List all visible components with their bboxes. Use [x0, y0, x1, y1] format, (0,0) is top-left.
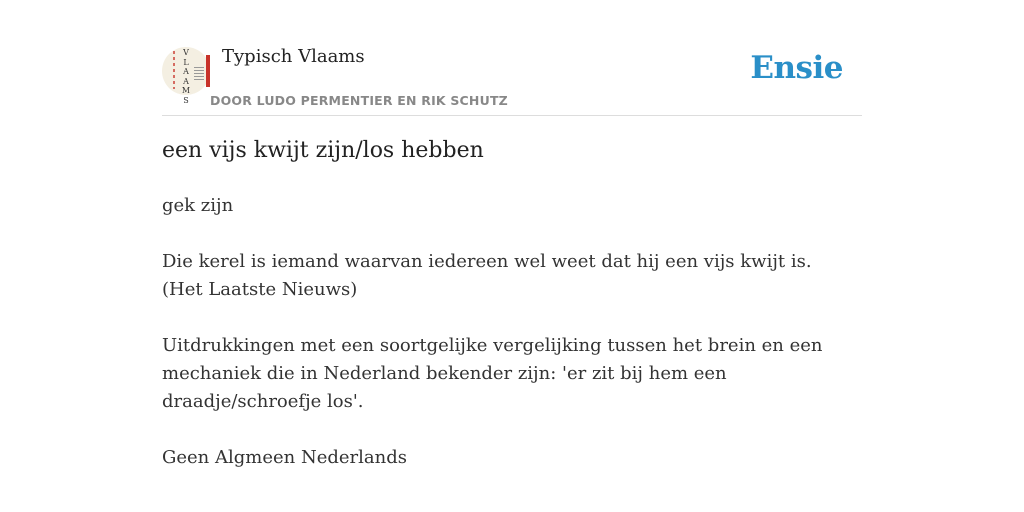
entry-example-source: (Het Laatste Nieuws)	[162, 279, 358, 300]
page-container	[162, 0, 862, 468]
logo-decoration	[206, 55, 210, 87]
brand-logo-link[interactable]: Ensie	[750, 50, 843, 86]
source-title[interactable]: Typisch Vlaams	[222, 46, 365, 67]
logo-lettering: V L A A M S	[181, 48, 191, 105]
entry-definition: gek zijn	[162, 195, 234, 216]
entry-example: Die kerel is iemand waarvan iedereen wel weet dat hij een vijs kwijt is.	[162, 251, 812, 272]
entry-label: Geen Algmeen Nederlands	[162, 447, 407, 468]
entry-note: Uitdrukkingen met een soortgelijke vergelijking tussen het brein en een mechaniek die in Nederland bekender zijn: 'er zit bij hem een draadje/schroefje los'.	[162, 335, 823, 412]
book-cover-avatar[interactable]	[162, 47, 210, 105]
byline: DOOR LUDO PERMENTIER EN RIK SCHUTZ	[210, 93, 508, 108]
logo-decoration	[194, 67, 204, 81]
logo-decoration	[173, 51, 175, 89]
entry-term: een vijs kwijt zijn/los hebben	[162, 138, 484, 163]
header	[162, 0, 862, 116]
entry-body	[162, 192, 862, 472]
